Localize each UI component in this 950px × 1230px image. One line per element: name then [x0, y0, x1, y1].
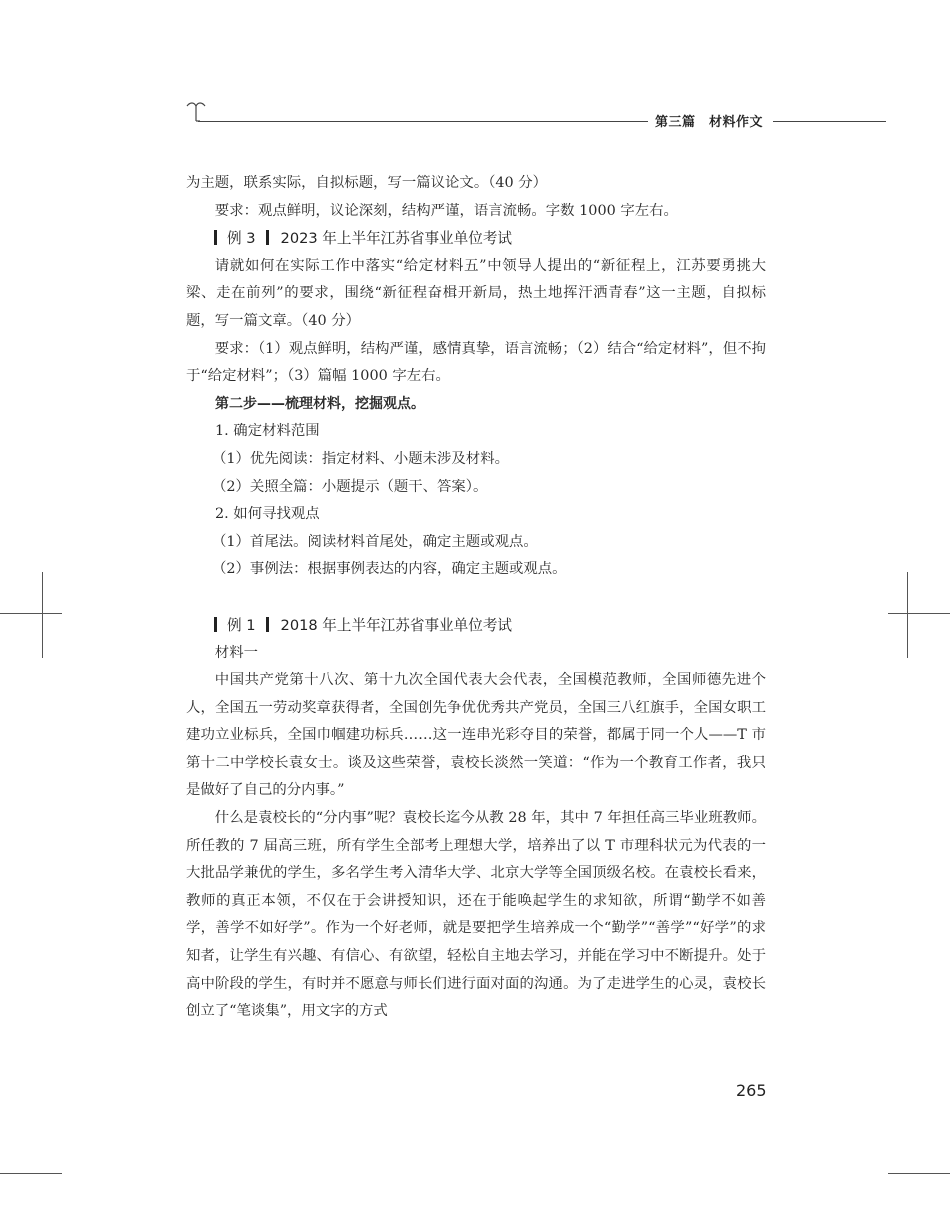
list-item: （2）关照全篇：小题提示（题干、答案）。 — [212, 478, 488, 495]
bar-mark-icon — [214, 230, 217, 245]
example-label: 例 3 — [227, 230, 256, 248]
spacer — [186, 584, 766, 612]
list-item: （1）首尾法。阅读材料首尾处，确定主题或观点。 — [212, 533, 538, 550]
paragraph: 中国共产党第十八次、第十九次全国代表大会代表，全国模范教师，全国师德先进个人，全国五一劳动奖章获得者，全国创先争优优秀共产党员，全国三八红旗手，全国女职工建功立业标兵，全国巾帼建功标兵……这一连串光彩夺目的荣誉，都属于同一个人——T 市第十二中学校长袁女士。谈及这些荣誉，袁校长淡然一笑道：“作为一个教育工作者，我只是做好了自己的分内事。” — [186, 672, 766, 799]
section-title: 第三篇 材料作文 — [655, 115, 764, 130]
crop-mark — [888, 613, 950, 614]
paragraph: 请就如何在实际工作中落实“给定材料五”中领导人提出的“新征程上，江苏要勇挑大梁、走在前列”的要求，围绕“新征程奋楫开新局，热土地挥汗洒青春”这一主题，自拟标题，写一篇文章。（40 分） — [186, 257, 766, 329]
page-number: 265 — [736, 1081, 767, 1100]
crop-mark — [907, 572, 908, 658]
step-heading: 第二步——梳理材料，挖掘观点。 — [215, 395, 425, 412]
list-item: 2. 如何寻找观点 — [215, 506, 320, 523]
crop-mark — [0, 1173, 62, 1174]
list-item: （2）事例法：根据事例表达的内容，确定主题或观点。 — [212, 561, 567, 578]
example-label: 例 1 — [227, 616, 256, 634]
bar-mark-icon — [214, 617, 217, 632]
paragraph: 要求：观点鲜明，议论深刻，结构严谨，语言流畅。字数 1000 字左右。 — [214, 202, 678, 219]
header-rule-left — [198, 121, 648, 122]
example-title: 2018 年上半年江苏省事业单位考试 — [280, 616, 513, 634]
bar-mark-icon — [266, 617, 269, 632]
crop-mark — [42, 572, 43, 658]
material-label: 材料一 — [214, 644, 258, 661]
paragraph: 什么是袁校长的“分内事”呢？袁校长迄今从教 28 年，其中 7 年担任高三毕业班教师。所任教的 7 届高三班，所有学生全部考上理想大学，培养出了以 T 市理科状元为代表的一大批品学兼优的学生，多名学生考入清华大学、北京大学等全国顶级名校。在袁校长看来，教师的真正本领，不仅在于会讲授知识，还在于能唤起学生的求知欲，所谓“勤学不如善学，善学不如好学”。作为一个好老师，就是要把学生培养成一个“勤学”“善学”“好学”的求知者，让学生有兴趣、有信心、有欲望，轻松自主地去学习，并能在学习中不断提升。处于高中阶段的学生，有时并不愿意与师长们进行面对面的沟通。为了走进学生的心灵，袁校长创立了“笔谈集”，用文字的方式 — [186, 810, 766, 1020]
example-title: 2023 年上半年江苏省事业单位考试 — [280, 230, 513, 248]
list-item: （1）优先阅读：指定材料、小题未涉及材料。 — [212, 450, 509, 467]
page-content — [186, 170, 766, 1026]
list-item: 1. 确定材料范围 — [215, 423, 320, 440]
crop-mark — [0, 613, 62, 614]
example-heading — [186, 612, 766, 640]
paragraph: 为主题，联系实际，自拟标题，写一篇议论文。（40 分） — [186, 175, 548, 191]
paragraph: 要求：（1）观点鲜明，结构严谨，感情真挚，语言流畅；（2）结合“给定材料”，但不拘于“给定材料”；（3）篇幅 1000 字左右。 — [186, 340, 766, 385]
example-heading — [186, 225, 766, 253]
bar-mark-icon — [266, 230, 269, 245]
header-rule-right — [773, 121, 886, 122]
crop-mark — [888, 1173, 950, 1174]
